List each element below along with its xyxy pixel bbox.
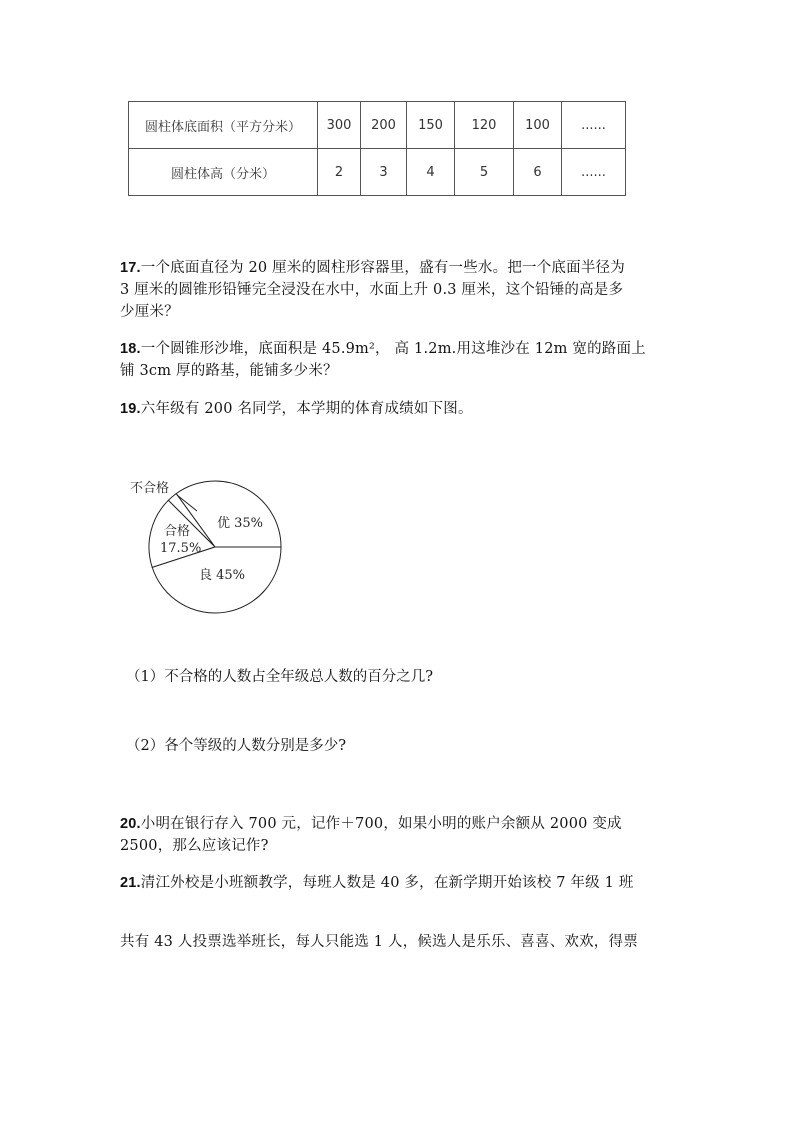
- question-number: 21.: [120, 875, 141, 891]
- label-pass-pct: 17.5%: [160, 541, 202, 556]
- table-cell: 4: [407, 149, 455, 196]
- question-number: 20.: [120, 816, 141, 832]
- q19-sub1: （1）不合格的人数占全年级总人数的百分之几?: [126, 669, 433, 685]
- table-cell: 120: [455, 102, 514, 149]
- q17-line1: [120, 258, 625, 278]
- table-cell: 2: [318, 149, 361, 196]
- q19-sub2: （2）各个等级的人数分别是多少?: [126, 738, 346, 754]
- label-good: 良 45%: [199, 568, 246, 583]
- table-row-header: 圆柱体底面积（平方分米）: [129, 102, 318, 149]
- q21-line1: [120, 873, 634, 893]
- question-text: 一个圆锥形沙堆，底面积是 45.9m²， 高 1.2m.用这堆沙在 12m 宽的路面上: [140, 341, 646, 357]
- q17-line2: 3 厘米的圆锥形铅锤完全浸没在水中，水面上升 0.3 厘米，这个铅锤的高是多: [120, 282, 624, 298]
- area-height-table: [128, 101, 626, 196]
- label-pass-name: 合格: [164, 524, 191, 539]
- question-text: 清江外校是小班额教学，每班人数是 40 多，在新学期开始该校 7 年级 1 班: [140, 875, 634, 891]
- q19-line1: [120, 399, 473, 419]
- table-cell: ......: [562, 102, 626, 149]
- question-number: 18.: [120, 341, 141, 357]
- question-number: 17.: [120, 260, 141, 276]
- label-excellent: 优 35%: [217, 516, 264, 531]
- table-row: [129, 149, 626, 196]
- table-cell: 300: [318, 102, 361, 149]
- q21-line2: 共有 43 人投票选举班长，每人只能选 1 人，候选人是乐乐、喜喜、欢欢，得票: [120, 934, 638, 950]
- q17-line3: 少厘米？: [120, 304, 179, 320]
- question-text: 六年级有 200 名同学，本学期的体育成绩如下图。: [140, 401, 473, 417]
- question-number: 19.: [120, 401, 141, 417]
- table-row: [129, 102, 626, 149]
- q18-line2: 铺 3cm 厚的路基，能铺多少米？: [120, 363, 338, 379]
- grade-pie-chart: [120, 470, 300, 620]
- table-cell: 150: [407, 102, 455, 149]
- q18-line1: [120, 339, 646, 359]
- table-cell: 3: [361, 149, 407, 196]
- q20-line2: 2500，那么应该记作?: [120, 838, 269, 854]
- label-fail: 不合格: [130, 481, 170, 496]
- question-text: 小明在银行存入 700 元，记作＋700，如果小明的账户余额从 2000 变成: [140, 816, 622, 832]
- table-cell: 200: [361, 102, 407, 149]
- question-text: 一个底面直径为 20 厘米的圆柱形容器里，盛有一些水。把一个底面半径为: [140, 260, 625, 276]
- table-cell: 100: [514, 102, 562, 149]
- table-cell: 5: [455, 149, 514, 196]
- q20-line1: [120, 814, 622, 834]
- table-cell: 6: [514, 149, 562, 196]
- table-cell: ......: [562, 149, 626, 196]
- table-row-header: 圆柱体高（分米）: [129, 149, 318, 196]
